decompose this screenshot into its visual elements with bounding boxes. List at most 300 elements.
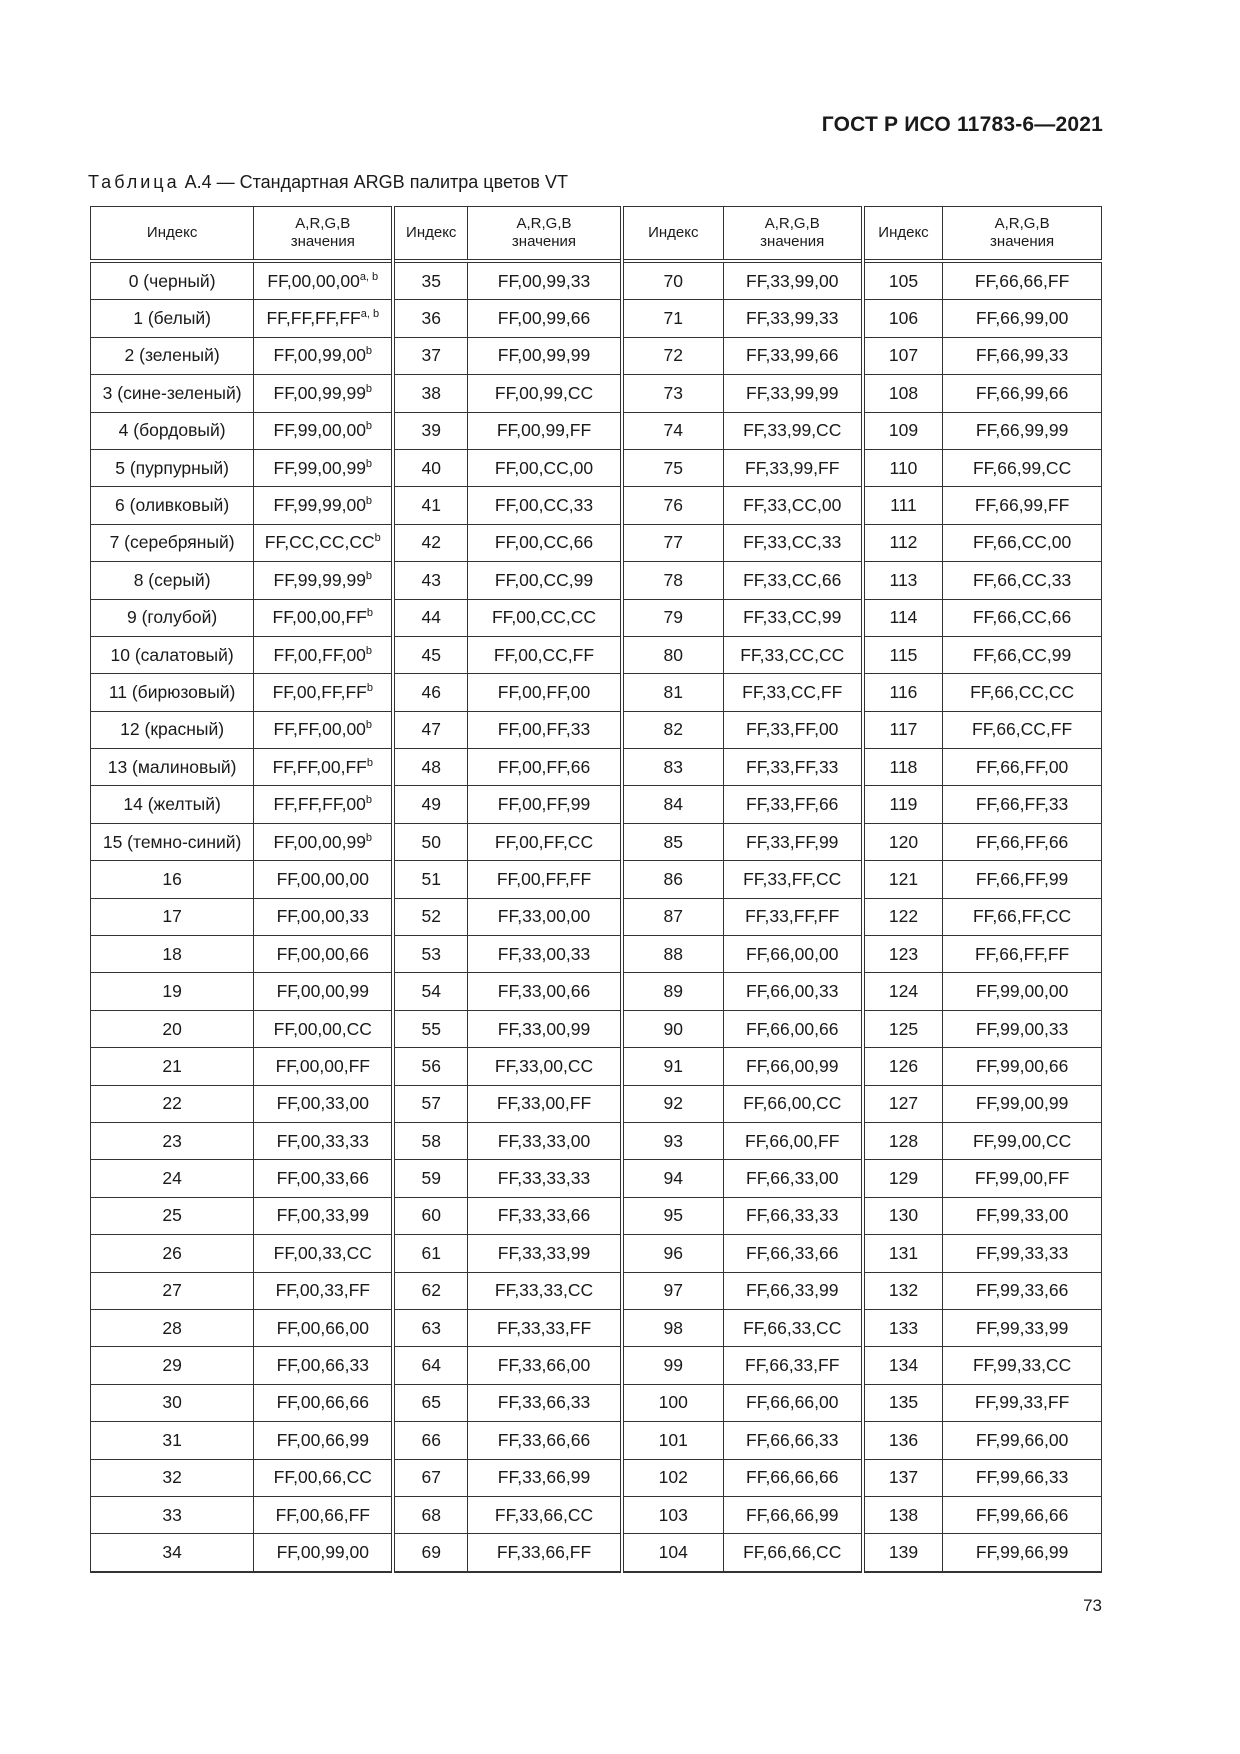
argb-value-cell: FF,66,99,66: [943, 375, 1102, 412]
argb-value-cell: FF,00,FF,00: [468, 674, 622, 711]
argb-value: FF,00,00,FF: [275, 1055, 370, 1076]
index-cell: 75: [622, 449, 723, 486]
index-cell: 139: [863, 1534, 943, 1572]
argb-value-cell: [254, 1347, 394, 1384]
index-cell: 46: [393, 674, 467, 711]
index-cell: 84: [622, 786, 723, 823]
argb-value: FF,00,99,99: [273, 382, 366, 403]
argb-value-cell: FF,66,CC,FF: [943, 711, 1102, 748]
argb-value-cell: FF,66,00,CC: [723, 1085, 863, 1122]
document-id: ГОСТ Р ИСО 11783-6—2021: [821, 113, 1103, 136]
index-cell: 12 (красный): [91, 711, 254, 748]
argb-value-cell: FF,66,CC,33: [943, 562, 1102, 599]
argb-value-cell: [254, 412, 394, 449]
index-cell: 116: [863, 674, 943, 711]
column-header: A,R,G,B значения: [943, 207, 1102, 262]
argb-value-cell: FF,66,33,99: [723, 1272, 863, 1309]
index-cell: 125: [863, 1010, 943, 1047]
argb-value: FF,00,66,FF: [275, 1504, 370, 1525]
table-row: [91, 1384, 1102, 1421]
index-cell: 76: [622, 487, 723, 524]
argb-value-cell: FF,33,FF,00: [723, 711, 863, 748]
table-row: [91, 599, 1102, 636]
table-row: [91, 636, 1102, 673]
index-cell: 99: [622, 1347, 723, 1384]
index-cell: 27: [91, 1272, 254, 1309]
argb-value: FF,00,33,99: [276, 1205, 369, 1226]
index-cell: 102: [622, 1459, 723, 1496]
index-cell: 109: [863, 412, 943, 449]
argb-value-cell: FF,33,99,00: [723, 261, 863, 300]
index-cell: 77: [622, 524, 723, 561]
argb-value-cell: FF,33,CC,FF: [723, 674, 863, 711]
argb-value-cell: [254, 898, 394, 935]
argb-value-cell: FF,33,66,00: [468, 1347, 622, 1384]
argb-value-cell: [254, 1122, 394, 1159]
argb-value: FF,00,00,99: [276, 981, 369, 1002]
index-cell: 23: [91, 1122, 254, 1159]
argb-value-cell: FF,33,CC,CC: [723, 636, 863, 673]
argb-value-cell: [254, 449, 394, 486]
argb-value-cell: [254, 375, 394, 412]
index-cell: 69: [393, 1534, 467, 1572]
index-cell: 29: [91, 1347, 254, 1384]
table-row: [91, 1235, 1102, 1272]
index-cell: 26: [91, 1235, 254, 1272]
argb-value-cell: FF,99,33,00: [943, 1197, 1102, 1234]
index-cell: 127: [863, 1085, 943, 1122]
argb-value: FF,99,99,99: [273, 569, 366, 590]
index-cell: 72: [622, 337, 723, 374]
index-cell: 82: [622, 711, 723, 748]
argb-value-cell: [254, 1534, 394, 1572]
index-cell: 28: [91, 1309, 254, 1346]
argb-value-cell: FF,33,66,FF: [468, 1534, 622, 1572]
index-cell: 67: [393, 1459, 467, 1496]
table-row: [91, 749, 1102, 786]
argb-value-cell: FF,66,FF,99: [943, 861, 1102, 898]
index-cell: 129: [863, 1160, 943, 1197]
table-caption: [88, 172, 568, 193]
footnote-marker: b: [365, 831, 373, 844]
argb-value: FF,00,00,66: [276, 943, 369, 964]
index-cell: 39: [393, 412, 467, 449]
index-cell: 96: [622, 1235, 723, 1272]
argb-value-cell: FF,66,99,99: [943, 412, 1102, 449]
index-cell: 81: [622, 674, 723, 711]
argb-value: FF,00,33,CC: [273, 1242, 372, 1263]
index-cell: 106: [863, 300, 943, 337]
argb-value-cell: FF,66,FF,66: [943, 823, 1102, 860]
argb-value-cell: FF,66,CC,66: [943, 599, 1102, 636]
column-header: Индекс: [863, 207, 943, 262]
argb-value-cell: FF,99,66,99: [943, 1534, 1102, 1572]
argb-value: FF,00,FF,FF: [272, 681, 367, 702]
table-row: [91, 861, 1102, 898]
footnote-marker: b: [374, 532, 381, 545]
index-cell: 105: [863, 261, 943, 300]
index-cell: 128: [863, 1122, 943, 1159]
index-cell: 38: [393, 375, 467, 412]
argb-value-cell: FF,00,FF,FF: [468, 861, 622, 898]
argb-value-cell: FF,00,CC,33: [468, 487, 622, 524]
argb-value-cell: FF,33,00,99: [468, 1010, 622, 1047]
caption-label: Таблица: [88, 172, 180, 192]
index-cell: 2 (зеленый): [91, 337, 254, 374]
index-cell: 92: [622, 1085, 723, 1122]
table-row: [91, 337, 1102, 374]
argb-value-cell: FF,66,CC,CC: [943, 674, 1102, 711]
table-row: [91, 524, 1102, 561]
index-cell: 79: [622, 599, 723, 636]
argb-value-cell: FF,66,FF,CC: [943, 898, 1102, 935]
index-cell: 53: [393, 936, 467, 973]
argb-value-cell: [254, 261, 394, 300]
index-cell: 60: [393, 1197, 467, 1234]
index-cell: 14 (желтый): [91, 786, 254, 823]
table-row: [91, 1160, 1102, 1197]
index-cell: 112: [863, 524, 943, 561]
index-cell: 57: [393, 1085, 467, 1122]
argb-value-cell: [254, 1160, 394, 1197]
argb-value: FF,00,66,99: [276, 1429, 369, 1450]
index-cell: 80: [622, 636, 723, 673]
argb-value: FF,00,99,00: [273, 345, 366, 366]
argb-value-cell: [254, 1272, 394, 1309]
index-cell: 83: [622, 749, 723, 786]
argb-value-cell: FF,66,99,33: [943, 337, 1102, 374]
index-cell: 15 (темно-синий): [91, 823, 254, 860]
index-cell: 0 (черный): [91, 261, 254, 300]
index-cell: 108: [863, 375, 943, 412]
index-cell: 18: [91, 936, 254, 973]
argb-value-cell: FF,33,99,FF: [723, 449, 863, 486]
argb-value-cell: FF,66,CC,00: [943, 524, 1102, 561]
argb-value-cell: FF,00,FF,CC: [468, 823, 622, 860]
column-header: Индекс: [393, 207, 467, 262]
argb-value: FF,FF,00,00: [273, 719, 366, 740]
footnote-marker: b: [366, 756, 373, 769]
index-cell: 66: [393, 1422, 467, 1459]
index-cell: 70: [622, 261, 723, 300]
index-cell: 43: [393, 562, 467, 599]
index-cell: 104: [622, 1534, 723, 1572]
argb-value-cell: FF,66,66,33: [723, 1422, 863, 1459]
footnote-marker: b: [365, 495, 373, 508]
table-row: [91, 1459, 1102, 1496]
index-cell: 41: [393, 487, 467, 524]
argb-value-cell: [254, 749, 394, 786]
argb-value-cell: FF,00,99,66: [468, 300, 622, 337]
index-cell: 49: [393, 786, 467, 823]
index-cell: 73: [622, 375, 723, 412]
argb-value: FF,00,66,33: [276, 1355, 369, 1376]
argb-value-cell: FF,66,00,33: [723, 973, 863, 1010]
argb-value-cell: [254, 936, 394, 973]
argb-value-cell: [254, 1384, 394, 1421]
index-cell: 63: [393, 1309, 467, 1346]
argb-value: FF,CC,CC,CC: [264, 532, 375, 553]
index-cell: 31: [91, 1422, 254, 1459]
index-cell: 22: [91, 1085, 254, 1122]
argb-value: FF,00,66,00: [276, 1317, 369, 1338]
index-cell: 133: [863, 1309, 943, 1346]
table-row: [91, 711, 1102, 748]
index-cell: 20: [91, 1010, 254, 1047]
argb-value-cell: FF,00,CC,FF: [468, 636, 622, 673]
table-row: [91, 487, 1102, 524]
index-cell: 44: [393, 599, 467, 636]
argb-value: FF,99,99,00: [273, 495, 366, 516]
index-cell: 138: [863, 1496, 943, 1533]
table-row: [91, 898, 1102, 935]
argb-value: FF,00,00,FF: [272, 607, 367, 628]
column-header: Индекс: [91, 207, 254, 262]
table-row: [91, 412, 1102, 449]
argb-value-cell: FF,66,66,66: [723, 1459, 863, 1496]
table-row: [91, 1422, 1102, 1459]
argb-value-cell: FF,66,00,00: [723, 936, 863, 973]
table-row: [91, 449, 1102, 486]
table-row: [91, 1085, 1102, 1122]
index-cell: 85: [622, 823, 723, 860]
index-cell: 6 (оливковый): [91, 487, 254, 524]
argb-value-cell: FF,33,00,FF: [468, 1085, 622, 1122]
argb-value-cell: FF,33,CC,00: [723, 487, 863, 524]
argb-value: FF,00,33,00: [276, 1093, 369, 1114]
argb-value-cell: [254, 786, 394, 823]
index-cell: 65: [393, 1384, 467, 1421]
footnote-marker: a, b: [359, 270, 379, 283]
index-cell: 34: [91, 1534, 254, 1572]
index-cell: 132: [863, 1272, 943, 1309]
argb-value: FF,00,00,00: [267, 270, 360, 291]
argb-value: FF,00,00,99: [273, 831, 366, 852]
index-cell: 36: [393, 300, 467, 337]
index-cell: 90: [622, 1010, 723, 1047]
index-cell: 91: [622, 1048, 723, 1085]
argb-value-cell: [254, 1459, 394, 1496]
footnote-marker: b: [365, 719, 373, 732]
argb-value-cell: FF,66,33,33: [723, 1197, 863, 1234]
index-cell: 136: [863, 1422, 943, 1459]
index-cell: 30: [91, 1384, 254, 1421]
argb-value-cell: [254, 823, 394, 860]
index-cell: 11 (бирюзовый): [91, 674, 254, 711]
argb-value-cell: FF,66,66,99: [723, 1496, 863, 1533]
argb-value-cell: [254, 1235, 394, 1272]
argb-value-cell: FF,00,99,CC: [468, 375, 622, 412]
argb-value-cell: FF,00,99,99: [468, 337, 622, 374]
footnote-marker: b: [365, 644, 373, 657]
index-cell: 113: [863, 562, 943, 599]
table-row: [91, 1010, 1102, 1047]
argb-value-cell: [254, 1197, 394, 1234]
argb-value-cell: FF,66,99,FF: [943, 487, 1102, 524]
table-row: [91, 936, 1102, 973]
index-cell: 103: [622, 1496, 723, 1533]
argb-value-cell: FF,66,33,CC: [723, 1309, 863, 1346]
argb-value-cell: FF,66,00,FF: [723, 1122, 863, 1159]
argb-value-cell: FF,33,33,00: [468, 1122, 622, 1159]
index-cell: 114: [863, 599, 943, 636]
argb-value-cell: [254, 1085, 394, 1122]
argb-value-cell: [254, 1422, 394, 1459]
argb-value-cell: FF,33,99,66: [723, 337, 863, 374]
index-cell: 74: [622, 412, 723, 449]
index-cell: 45: [393, 636, 467, 673]
argb-value: FF,00,33,FF: [275, 1280, 370, 1301]
argb-value: FF,00,00,CC: [273, 1018, 372, 1039]
footnote-marker: b: [366, 607, 374, 620]
argb-palette-table: [90, 206, 1102, 1573]
argb-value-cell: FF,99,00,99: [943, 1085, 1102, 1122]
index-cell: 120: [863, 823, 943, 860]
footnote-marker: b: [365, 569, 373, 582]
index-cell: 93: [622, 1122, 723, 1159]
index-cell: 51: [393, 861, 467, 898]
argb-value-cell: [254, 599, 394, 636]
argb-value-cell: FF,00,FF,99: [468, 786, 622, 823]
argb-value-cell: FF,33,66,66: [468, 1422, 622, 1459]
argb-value-cell: FF,66,66,CC: [723, 1534, 863, 1572]
argb-value: FF,FF,FF,00: [273, 794, 366, 815]
argb-value-cell: FF,33,66,99: [468, 1459, 622, 1496]
footnote-marker: a, b: [360, 308, 380, 321]
table-row: [91, 1048, 1102, 1085]
index-cell: 42: [393, 524, 467, 561]
argb-value-cell: FF,33,FF,CC: [723, 861, 863, 898]
argb-value-cell: [254, 711, 394, 748]
index-cell: 17: [91, 898, 254, 935]
index-cell: 24: [91, 1160, 254, 1197]
index-cell: 5 (пурпурный): [91, 449, 254, 486]
index-cell: 35: [393, 261, 467, 300]
argb-value-cell: FF,33,33,33: [468, 1160, 622, 1197]
page-number: 73: [1083, 1596, 1102, 1615]
footnote-marker: b: [366, 681, 373, 694]
argb-value-cell: FF,33,FF,FF: [723, 898, 863, 935]
footnote-marker: b: [365, 420, 373, 433]
table-header-row: [91, 207, 1102, 262]
argb-value: FF,00,00,00: [276, 868, 369, 889]
table-row: [91, 1534, 1102, 1572]
index-cell: 16: [91, 861, 254, 898]
index-cell: 56: [393, 1048, 467, 1085]
argb-value-cell: FF,66,00,66: [723, 1010, 863, 1047]
column-header: A,R,G,B значения: [723, 207, 863, 262]
argb-value-cell: FF,00,CC,CC: [468, 599, 622, 636]
argb-value-cell: FF,99,33,FF: [943, 1384, 1102, 1421]
index-cell: 100: [622, 1384, 723, 1421]
index-cell: 1 (белый): [91, 300, 254, 337]
argb-value: FF,00,33,33: [276, 1130, 369, 1151]
table-row: [91, 1272, 1102, 1309]
table-row: [91, 674, 1102, 711]
footnote-marker: b: [365, 794, 373, 807]
argb-value-cell: FF,33,00,CC: [468, 1048, 622, 1085]
index-cell: 32: [91, 1459, 254, 1496]
column-header: A,R,G,B значения: [468, 207, 622, 262]
argb-value-cell: [254, 1309, 394, 1346]
index-cell: 54: [393, 973, 467, 1010]
argb-value-cell: FF,99,00,00: [943, 973, 1102, 1010]
argb-value-cell: FF,33,33,99: [468, 1235, 622, 1272]
argb-value-cell: [254, 524, 394, 561]
column-header: A,R,G,B значения: [254, 207, 394, 262]
table-row: [91, 1347, 1102, 1384]
argb-value-cell: FF,66,FF,00: [943, 749, 1102, 786]
argb-value-cell: FF,66,00,99: [723, 1048, 863, 1085]
argb-value-cell: [254, 337, 394, 374]
index-cell: 119: [863, 786, 943, 823]
table-row: [91, 300, 1102, 337]
argb-value-cell: [254, 636, 394, 673]
argb-value-cell: FF,66,FF,33: [943, 786, 1102, 823]
table-row: [91, 973, 1102, 1010]
index-cell: 55: [393, 1010, 467, 1047]
argb-value-cell: FF,99,33,CC: [943, 1347, 1102, 1384]
argb-value-cell: [254, 487, 394, 524]
index-cell: 19: [91, 973, 254, 1010]
index-cell: 40: [393, 449, 467, 486]
index-cell: 59: [393, 1160, 467, 1197]
index-cell: 101: [622, 1422, 723, 1459]
index-cell: 126: [863, 1048, 943, 1085]
argb-value-cell: FF,33,66,CC: [468, 1496, 622, 1533]
index-cell: 89: [622, 973, 723, 1010]
argb-value-cell: [254, 300, 394, 337]
index-cell: 25: [91, 1197, 254, 1234]
argb-value: FF,FF,00,FF: [272, 756, 367, 777]
index-cell: 137: [863, 1459, 943, 1496]
argb-value-cell: FF,66,99,00: [943, 300, 1102, 337]
index-cell: 123: [863, 936, 943, 973]
argb-value: FF,00,66,CC: [273, 1467, 372, 1488]
index-cell: 88: [622, 936, 723, 973]
argb-value-cell: FF,99,00,33: [943, 1010, 1102, 1047]
table-row: [91, 261, 1102, 300]
argb-value: FF,00,66,66: [276, 1392, 369, 1413]
argb-value-cell: FF,66,CC,99: [943, 636, 1102, 673]
index-cell: 9 (голубой): [91, 599, 254, 636]
argb-value-cell: FF,33,CC,33: [723, 524, 863, 561]
argb-value-cell: FF,33,33,FF: [468, 1309, 622, 1346]
index-cell: 121: [863, 861, 943, 898]
index-cell: 50: [393, 823, 467, 860]
argb-value: FF,99,00,00: [273, 420, 366, 441]
argb-value-cell: FF,00,CC,66: [468, 524, 622, 561]
argb-value-cell: FF,66,FF,FF: [943, 936, 1102, 973]
argb-value-cell: FF,66,33,FF: [723, 1347, 863, 1384]
index-cell: 8 (серый): [91, 562, 254, 599]
argb-value-cell: FF,00,CC,00: [468, 449, 622, 486]
index-cell: 124: [863, 973, 943, 1010]
footnote-marker: b: [365, 345, 373, 358]
index-cell: 37: [393, 337, 467, 374]
argb-value-cell: FF,99,66,33: [943, 1459, 1102, 1496]
column-header: Индекс: [622, 207, 723, 262]
argb-value-cell: [254, 674, 394, 711]
index-cell: 134: [863, 1347, 943, 1384]
table-row: [91, 1496, 1102, 1533]
index-cell: 98: [622, 1309, 723, 1346]
table-row: [91, 786, 1102, 823]
argb-value-cell: FF,00,FF,66: [468, 749, 622, 786]
argb-value-cell: FF,33,00,00: [468, 898, 622, 935]
index-cell: 64: [393, 1347, 467, 1384]
argb-value-cell: FF,66,33,00: [723, 1160, 863, 1197]
